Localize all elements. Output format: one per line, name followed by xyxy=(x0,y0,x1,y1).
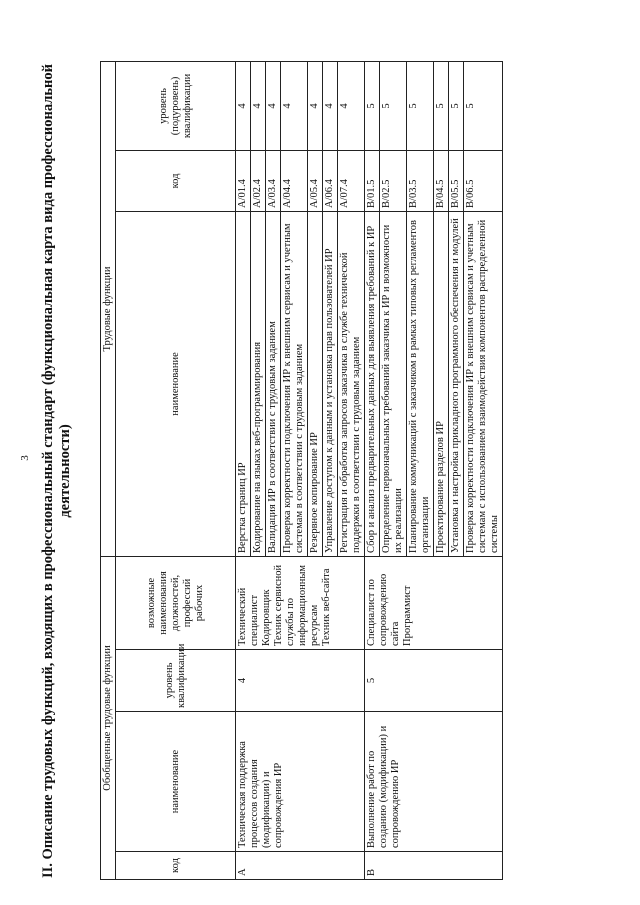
position-name: Техник веб-сайта xyxy=(321,568,332,646)
function-level: 4 xyxy=(251,61,266,150)
function-level: 4 xyxy=(281,61,308,150)
page-number: 3 xyxy=(18,455,31,461)
function-code: B/06.5 xyxy=(464,150,503,211)
functional-map-table xyxy=(100,61,503,880)
function-level: 5 xyxy=(464,61,503,150)
function-level: 5 xyxy=(407,61,434,150)
function-name: Регистрация и обработка запросов заказчика в службе технической поддержки в соответствии с трудовым заданием xyxy=(338,211,365,556)
header-code: код xyxy=(116,852,236,880)
function-level: 5 xyxy=(365,61,380,150)
position-name: Технический специалист xyxy=(237,587,260,646)
table-row xyxy=(365,61,380,879)
function-name: Верстка страниц ИР xyxy=(236,211,251,556)
table-row xyxy=(236,61,251,879)
function-level: 4 xyxy=(236,61,251,150)
position-name: Специалист по сопровождению сайта xyxy=(366,573,401,646)
function-code: B/01.5 xyxy=(365,150,380,211)
function-level: 4 xyxy=(266,61,281,150)
function-name: Резервное копирование ИР xyxy=(308,211,323,556)
function-code: A/05.4 xyxy=(308,150,323,211)
function-level: 4 xyxy=(323,61,338,150)
position-name: Техник сервисной службы по информационным ресурсам xyxy=(273,564,320,646)
function-name: Проверка корректности подключения ИР к внешним сервисам и учетным системам в соответствии с трудовым заданием xyxy=(281,211,308,556)
rotated-page-content xyxy=(40,62,610,880)
function-name: Установка и настройка прикладного программного обеспечения и модулей xyxy=(449,211,464,556)
group-name: Техническая поддержка процессов создания (модификации) и сопровождения ИР xyxy=(236,712,365,852)
header-level: уровень квалификации xyxy=(116,650,236,712)
header-functions: Трудовые функции xyxy=(101,61,116,556)
header-generalized: Обобщенные трудовые функции xyxy=(101,556,116,879)
group-positions xyxy=(365,556,503,649)
function-name: Управление доступом к данным и установка прав пользователей ИР xyxy=(323,211,338,556)
function-level: 5 xyxy=(380,61,407,150)
function-code: B/03.5 xyxy=(407,150,434,211)
position-name: Программист xyxy=(402,585,413,646)
function-code: A/06.4 xyxy=(323,150,338,211)
group-code: A xyxy=(236,852,365,880)
group-level: 5 xyxy=(365,650,503,712)
function-name: Валидация ИР в соответствии с трудовым заданием xyxy=(266,211,281,556)
header-name: наименование xyxy=(116,712,236,852)
function-name: Определение первоначальных требований заказчика к ИР и возможности их реализации xyxy=(380,211,407,556)
function-code: B/05.5 xyxy=(449,150,464,211)
section-title: II. Описание трудовых функций, входящих в профессиональный стандарт (функциональная карта вида профессиональной деятельности) xyxy=(40,64,73,878)
function-name: Проектирование разделов ИР xyxy=(434,211,449,556)
function-code: A/02.4 xyxy=(251,150,266,211)
group-positions xyxy=(236,556,365,649)
function-code: B/04.5 xyxy=(434,150,449,211)
function-code: A/04.4 xyxy=(281,150,308,211)
function-level: 5 xyxy=(434,61,449,150)
function-level: 4 xyxy=(338,61,365,150)
function-level: 4 xyxy=(308,61,323,150)
table-body xyxy=(236,61,503,879)
header-positions: возможные наименования должностей, профессий рабочих xyxy=(116,556,236,649)
position-name: Кодировщик xyxy=(261,589,272,646)
function-code: A/07.4 xyxy=(338,150,365,211)
function-name: Кодирование на языках веб-программирования xyxy=(251,211,266,556)
function-name: Планирование коммуникаций с заказчиком в рамках типовых регламентов организации xyxy=(407,211,434,556)
header-function-code: код xyxy=(116,150,236,211)
header-function-name: наименование xyxy=(116,211,236,556)
function-name: Проверка корректности подключения ИР к внешним сервисам и учетным системам с использованием взаимодействия компонентов распределенной системы xyxy=(464,211,503,556)
header-sublevel: уровень (подуровень) квалификации xyxy=(116,61,236,150)
function-name: Сбор и анализ предварительных данных для выявления требований к ИР xyxy=(365,211,380,556)
function-level: 5 xyxy=(449,61,464,150)
function-code: A/01.4 xyxy=(236,150,251,211)
group-level: 4 xyxy=(236,650,365,712)
group-code: B xyxy=(365,852,503,880)
function-code: B/02.5 xyxy=(380,150,407,211)
group-name: Выполнение работ по созданию (модификации) и сопровождению ИР xyxy=(365,712,503,852)
function-code: A/03.4 xyxy=(266,150,281,211)
